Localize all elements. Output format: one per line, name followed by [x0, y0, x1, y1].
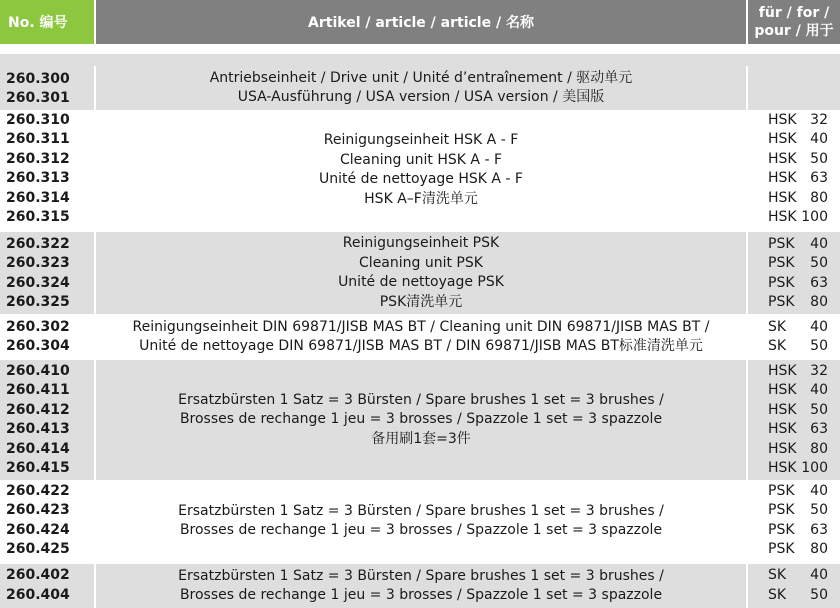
number-cell [0, 564, 94, 608]
fit-spec [768, 337, 828, 356]
fit-spec [768, 440, 828, 459]
article-number: 260.310 [6, 112, 70, 128]
fit-size: 100 [801, 460, 828, 476]
fit-spec [768, 150, 828, 169]
number-cell [0, 66, 94, 110]
article-description-line: Reinigungseinheit PSK [342, 235, 500, 251]
article-number: 260.422 [6, 483, 70, 499]
fit-spec [768, 130, 828, 149]
fit-type: HSK [768, 402, 797, 418]
article-number: 260.302 [6, 319, 70, 335]
fit-spec [768, 381, 828, 400]
article-description-line: Brosses de rechange 1 jeu = 3 brosses / Spazzole 1 set = 3 spazzole [179, 587, 663, 603]
fit-spec [768, 540, 828, 559]
fit-size: 40 [810, 567, 828, 583]
for-cell [748, 110, 840, 230]
fit-spec [768, 521, 828, 540]
fit-type: HSK [768, 112, 797, 128]
fit-spec [768, 169, 828, 188]
fit-size: 32 [810, 112, 828, 128]
fit-size: 63 [810, 170, 828, 186]
fit-size: 32 [810, 363, 828, 379]
column-header-for [748, 0, 840, 44]
fit-size: 63 [810, 522, 828, 538]
fit-size: 50 [810, 255, 828, 271]
article-cell [96, 360, 746, 480]
for-cell [748, 316, 840, 358]
table-row-group [0, 232, 840, 314]
fit-size: 40 [810, 131, 828, 147]
column-header-for-line1: für / for / [758, 5, 830, 21]
fit-size: 40 [810, 382, 828, 398]
fit-type: SK [768, 338, 787, 354]
fit-type: PSK [768, 483, 795, 499]
for-cell [748, 360, 840, 480]
fit-spec [768, 293, 828, 312]
fit-size: 63 [810, 275, 828, 291]
article-number: 260.424 [6, 522, 70, 538]
fit-type: SK [768, 567, 787, 583]
article-number: 260.324 [6, 275, 70, 291]
fit-spec [768, 235, 828, 254]
fit-type: HSK [768, 382, 797, 398]
article-number: 260.301 [6, 90, 70, 106]
article-description-line: HSK A–F清洗单元 [364, 190, 478, 207]
for-cell [748, 564, 840, 608]
fit-type: HSK [768, 131, 797, 147]
fit-size: 40 [810, 483, 828, 499]
fit-type: PSK [768, 541, 795, 557]
article-cell [96, 480, 746, 562]
article-number: 260.304 [6, 338, 70, 354]
fit-size: 40 [810, 319, 828, 335]
fit-size: 63 [810, 421, 828, 437]
article-description-line: Unité de nettoyage PSK [338, 274, 504, 290]
table-row-group [0, 316, 840, 358]
article-number: 260.413 [6, 421, 70, 437]
article-description-line: Ersatzbürsten 1 Satz = 3 Bürsten / Spare brushes 1 set = 3 brushes / [178, 391, 664, 408]
article-number: 260.410 [6, 363, 70, 379]
for-cell [748, 232, 840, 314]
fit-type: HSK [768, 460, 797, 476]
fit-type: SK [768, 587, 787, 603]
article-description-line: Unité de nettoyage HSK A - F [319, 171, 523, 187]
fit-size: 40 [810, 236, 828, 252]
fit-size: 100 [801, 209, 828, 225]
fit-spec [768, 189, 828, 208]
number-cell [0, 360, 94, 480]
fit-spec [768, 318, 828, 337]
article-cell [96, 316, 746, 358]
article-cell [96, 110, 746, 230]
fit-spec [768, 501, 828, 520]
article-number: 260.414 [6, 441, 70, 457]
article-description-line: Reinigungseinheit HSK A - F [323, 132, 519, 148]
fit-type: HSK [768, 190, 797, 206]
fit-type: PSK [768, 502, 795, 518]
article-number: 260.425 [6, 541, 70, 557]
fit-spec [768, 420, 828, 439]
article-description-line: Cleaning unit PSK [359, 254, 483, 271]
fit-spec [768, 459, 828, 478]
article-description-line: 备用刷1套=3件 [371, 430, 471, 447]
article-description-line: Ersatzbürsten 1 Satz = 3 Bürsten / Spare brushes 1 set = 3 brushes / [178, 567, 664, 584]
article-description-line: Cleaning unit HSK A - F [339, 151, 503, 168]
fit-spec [768, 208, 828, 227]
article-number: 260.404 [6, 587, 70, 603]
article-number: 260.323 [6, 255, 70, 271]
fit-size: 80 [810, 190, 828, 206]
article-number: 260.325 [6, 294, 70, 310]
article-description-line: Ersatzbürsten 1 Satz = 3 Bürsten / Spare brushes 1 set = 3 brushes / [178, 502, 664, 519]
fit-type: HSK [768, 441, 797, 457]
fit-type: HSK [768, 209, 797, 225]
fit-type: HSK [768, 363, 797, 379]
article-cell [96, 232, 746, 314]
for-cell [748, 480, 840, 562]
article-number: 260.423 [6, 502, 70, 518]
number-cell [0, 316, 94, 358]
fit-spec [768, 111, 828, 130]
article-number: 260.311 [6, 131, 70, 147]
article-description-line: Brosses de rechange 1 jeu = 3 brosses / Spazzole 1 set = 3 spazzole [179, 522, 663, 538]
article-number: 260.411 [6, 382, 70, 398]
fit-type: PSK [768, 255, 795, 271]
article-cell [96, 564, 746, 608]
article-number: 260.300 [6, 71, 70, 87]
article-description-line: Unité de nettoyage DIN 69871/JISB MAS BT / DIN 69871/JISB MAS BT标准清洗单元 [139, 338, 703, 354]
fit-size: 50 [810, 502, 828, 518]
fit-spec [768, 362, 828, 381]
number-cell [0, 110, 94, 230]
fit-type: PSK [768, 294, 795, 310]
table-row-group [0, 66, 840, 110]
fit-size: 50 [810, 151, 828, 167]
article-description-line: Reinigungseinheit DIN 69871/JISB MAS BT / Cleaning unit DIN 69871/JISB MAS BT / [132, 318, 710, 335]
column-header-number-label: No. 编号 [8, 15, 68, 31]
number-cell [0, 232, 94, 314]
fit-size: 50 [810, 402, 828, 418]
article-description-line: Antriebseinheit / Drive unit / Unité d’entraînement / 驱动单元 [209, 69, 633, 86]
fit-spec [768, 586, 828, 605]
fit-size: 80 [810, 541, 828, 557]
fit-size: 50 [810, 587, 828, 603]
article-description-line: USA-Ausführung / USA version / USA version / 美国版 [237, 89, 605, 105]
article-number: 260.412 [6, 402, 70, 418]
fit-size: 80 [810, 441, 828, 457]
table-row-group [0, 110, 840, 230]
fit-type: PSK [768, 236, 795, 252]
article-number: 260.313 [6, 170, 70, 186]
article-number: 260.314 [6, 190, 70, 206]
article-number: 260.322 [6, 236, 70, 252]
column-header-article [96, 0, 746, 44]
fit-type: HSK [768, 151, 797, 167]
column-header-article-label: Artikel / article / article / 名称 [308, 15, 534, 31]
fit-spec [768, 254, 828, 273]
fit-spec [768, 401, 828, 420]
article-number: 260.402 [6, 567, 70, 583]
article-number: 260.312 [6, 151, 70, 167]
fit-spec [768, 274, 828, 293]
fit-size: 80 [810, 294, 828, 310]
for-cell [748, 66, 840, 110]
article-cell [96, 66, 746, 110]
fit-spec [768, 482, 828, 501]
fit-type: PSK [768, 275, 795, 291]
table-row-group [0, 564, 840, 608]
column-header-for-line2: pour / 用于 [754, 23, 834, 39]
fit-type: SK [768, 319, 787, 335]
fit-type: PSK [768, 522, 795, 538]
fit-type: HSK [768, 170, 797, 186]
table-row-group [0, 360, 840, 480]
article-description-line: Brosses de rechange 1 jeu = 3 brosses / Spazzole 1 set = 3 spazzole [179, 411, 663, 428]
article-description-line: PSK清洗单元 [379, 293, 463, 310]
table-row-group [0, 480, 840, 562]
column-header-number [0, 0, 94, 44]
fit-size: 50 [810, 338, 828, 354]
fit-spec [768, 566, 828, 585]
article-number: 260.315 [6, 209, 70, 225]
fit-type: HSK [768, 421, 797, 437]
article-number: 260.415 [6, 460, 70, 476]
number-cell [0, 480, 94, 562]
header-separator-band [0, 54, 840, 66]
